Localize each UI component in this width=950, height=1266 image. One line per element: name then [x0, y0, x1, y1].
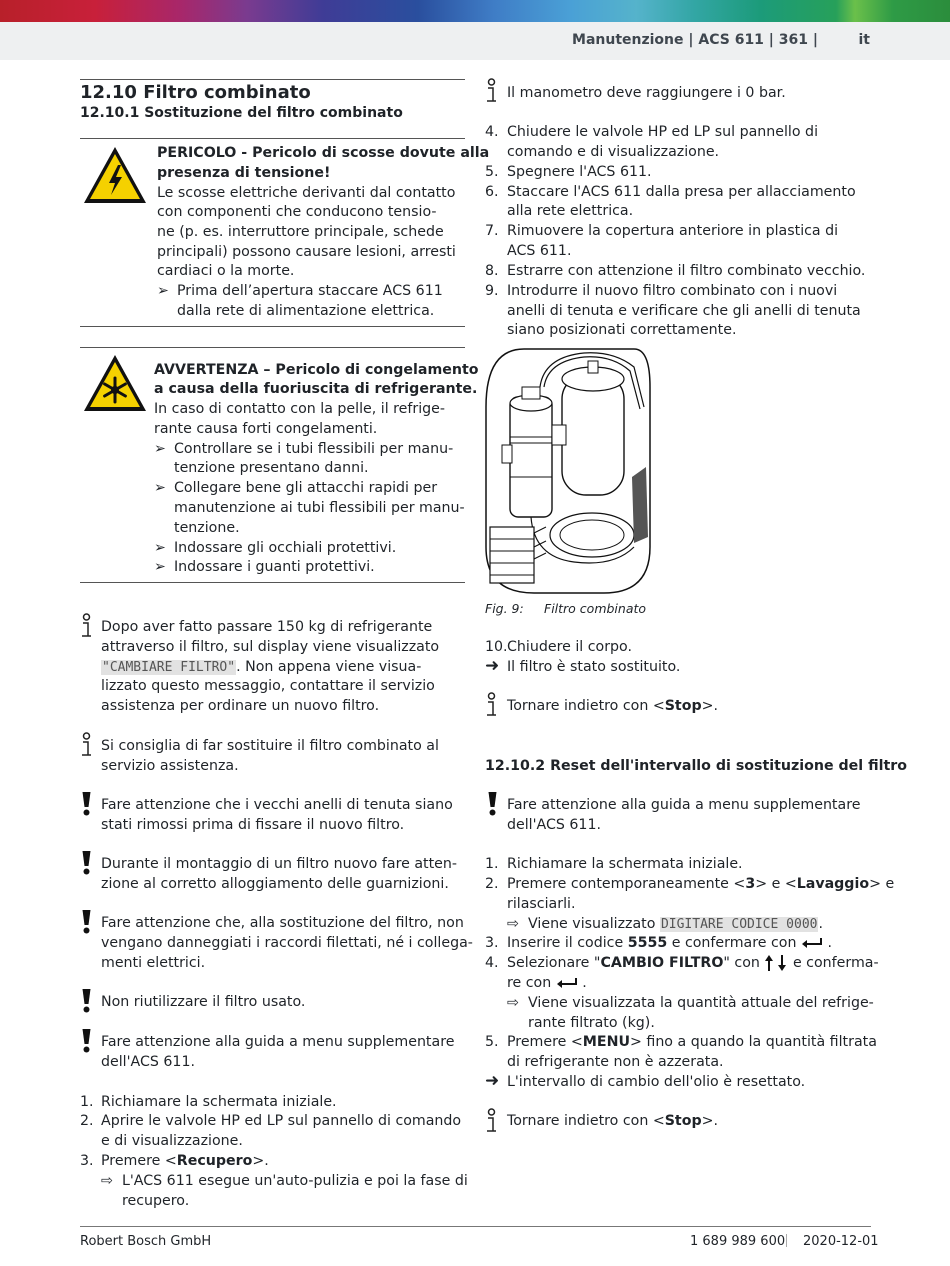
enter-key-icon	[801, 938, 823, 948]
step-6-line-1: Staccare l'ACS 611 dalla presa per allacciamento	[507, 184, 856, 200]
reset-step-5-line-1	[507, 1033, 877, 1053]
warning-body-2: rante causa forti congelamenti.	[154, 421, 378, 437]
step-number: 2.	[485, 876, 499, 892]
step-10-text: Chiudere il corpo.	[507, 639, 632, 655]
info2-line-2: servizio assistenza.	[101, 758, 239, 774]
exclamation-icon	[81, 910, 92, 934]
note1-line-1: Fare attenzione che i vecchi anelli di tenuta siano	[101, 797, 453, 813]
reset-step-3: Inserire il codice 5555 e confermare con .	[507, 935, 833, 951]
warning-action-3: Indossare gli occhiali protettivi.	[174, 540, 397, 556]
exclamation-icon	[81, 851, 92, 875]
reset-step-4-result-2: rante filtrato (kg).	[528, 1015, 655, 1031]
key-stop: Stop	[664, 1113, 702, 1129]
subsection-heading: 12.10.1 Sostituzione del filtro combinato	[80, 105, 403, 121]
r2-post: > e	[869, 876, 895, 892]
display-code-message: DIGITARE CODICE 0000	[660, 917, 818, 932]
info-icon	[485, 78, 498, 104]
step-number: 7.	[485, 223, 499, 239]
page-header	[0, 22, 950, 60]
warning-title-1: AVVERTENZA – Pericolo di congelamento	[154, 362, 479, 378]
figure-label: Fig. 9:	[485, 601, 524, 616]
reset-step-4-result-1: Viene visualizzata la quantità attuale del refrige-	[528, 995, 874, 1011]
frost-hazard-icon	[82, 353, 148, 413]
step-8-text: Estrarre con attenzione il filtro combinato vecchio.	[507, 263, 866, 279]
bullet-arrow-icon: ➢	[154, 559, 166, 575]
danger-body-4: principali) possono causare lesioni, arresti	[157, 244, 456, 260]
code-5555: 5555	[627, 935, 668, 951]
step-number: 8.	[485, 263, 499, 279]
key-lavaggio: Lavaggio	[796, 876, 870, 892]
header-title: Manutenzione | ACS 611 | 361 |	[572, 32, 818, 48]
enter-key-icon	[556, 978, 578, 988]
footer-divider	[786, 1234, 787, 1247]
r2-mid: > e <	[755, 876, 797, 892]
bullet-arrow-icon: ➢	[154, 480, 166, 496]
danger-title-1: PERICOLO - Pericolo di scosse dovute alla	[157, 145, 490, 161]
back2-pre: Tornare indietro con <	[507, 1113, 665, 1129]
note3-line-2: vengano danneggiati i raccordi filettati, né i collega-	[101, 935, 473, 951]
step-2-line-1: Aprire le valvole HP ed LP sul pannello di comando	[101, 1113, 462, 1129]
note-right-line-1: Fare attenzione alla guida a menu supplementare	[507, 797, 861, 813]
note3-line-3: menti elettrici.	[101, 955, 206, 971]
warning-action-2a: Collegare bene gli attacchi rapidi per	[174, 480, 438, 496]
step-5-text: Spegnere l'ACS 611.	[507, 164, 652, 180]
r5-post: > fino a quando la quantità filtrata	[629, 1034, 877, 1050]
r4-pre: Selezionare "	[507, 955, 601, 971]
subsection-heading-2: 12.10.2 Reset dell'intervallo di sostituzione del filtro	[485, 758, 907, 774]
step-3-result-1: L'ACS 611 esegue un'auto-pulizia e poi la fase di	[122, 1173, 468, 1189]
danger-top-rule	[80, 138, 465, 139]
reset-step-2-line-2: rilasciarli.	[507, 896, 576, 912]
footer-company: Robert Bosch GmbH	[80, 1234, 212, 1249]
footer-rule	[80, 1226, 871, 1227]
filter-drawing	[484, 347, 654, 595]
exclamation-icon	[81, 989, 92, 1013]
step-number: 1.	[485, 856, 499, 872]
section-rule	[80, 79, 465, 80]
result-interval-reset: L'intervallo di cambio dell'olio è resettato.	[507, 1074, 806, 1090]
step-4-line-1: Chiudere le valvole HP ed LP sul pannello di	[507, 124, 819, 140]
r3-pre: Inserire il codice	[507, 935, 628, 951]
danger-action-2: dalla rete di alimentazione elettrica.	[177, 303, 435, 319]
danger-body-5: cardiaci o la morte.	[157, 263, 295, 279]
step-number: 5.	[485, 1034, 499, 1050]
warning-top-rule	[80, 347, 465, 348]
info1-line-2: attraverso il filtro, sul display viene visualizzato	[101, 639, 440, 655]
danger-title-2: presenza di tensione!	[157, 165, 331, 181]
info1-line-5: assistenza per ordinare un nuovo filtro.	[101, 698, 380, 714]
footer-date: 2020-12-01	[803, 1234, 879, 1249]
step-number: 1.	[80, 1094, 94, 1110]
note1-line-2: stati rimossi prima di fissare il nuovo filtro.	[101, 817, 405, 833]
reset-step-5-line-2: di refrigerante non è azzerata.	[507, 1054, 724, 1070]
info1-line-1: Dopo aver fatto passare 150 kg di refrigerante	[101, 619, 433, 635]
section-heading: 12.10 Filtro combinato	[80, 82, 311, 103]
reset-step-4-line-2: re con .	[507, 975, 587, 991]
note2-line-1: Durante il montaggio di un filtro nuovo fare atten-	[101, 856, 457, 872]
note5-line-1: Fare attenzione alla guida a menu supplementare	[101, 1034, 455, 1050]
note2-line-2: zione al corretto alloggiamento delle guarnizioni.	[101, 876, 449, 892]
info-icon	[80, 613, 93, 639]
exclamation-icon	[487, 792, 498, 816]
key-menu: MENU	[582, 1034, 630, 1050]
step-9-line-1: Introdurre il nuovo filtro combinato con i nuovi	[507, 283, 838, 299]
result-filter-replaced: Il filtro è stato sostituito.	[507, 659, 681, 675]
key-stop: Stop	[664, 698, 702, 714]
back-stop-1	[507, 697, 718, 717]
step-number: 10.	[485, 639, 508, 655]
step-4-line-2: comando e di visualizzazione.	[507, 144, 720, 160]
danger-action-1: Prima dell’apertura staccare ACS 611	[177, 283, 443, 299]
reset-step-2-result	[528, 915, 823, 935]
step-number: 2.	[80, 1113, 94, 1129]
brand-color-bar	[0, 0, 950, 22]
r4-mid: " con	[723, 955, 760, 971]
warning-bottom-rule	[80, 582, 465, 583]
result-arrow-icon: ⇨	[101, 1173, 113, 1189]
danger-body-1: Le scosse elettriche derivanti dal contatto	[157, 185, 456, 201]
bullet-arrow-icon: ➢	[157, 283, 169, 299]
step-9-line-2: anelli di tenuta e verificare che gli anelli di tenuta	[507, 303, 861, 319]
danger-body-3: ne (p. es. interruttore principale, schede	[157, 224, 444, 240]
danger-bottom-rule	[80, 326, 465, 327]
step-3-pre: Premere <	[101, 1153, 177, 1169]
display-message: "CAMBIARE FILTRO"	[102, 660, 236, 675]
r5-pre: Premere <	[507, 1034, 583, 1050]
warning-action-2c: tenzione.	[174, 520, 240, 536]
reset-step-1: Richiamare la schermata iniziale.	[507, 856, 743, 872]
footer-doc-number: 1 689 989 600	[690, 1234, 786, 1249]
note-right-line-2: dell'ACS 611.	[507, 817, 601, 833]
r4-l2: re con	[507, 975, 552, 991]
key-3: 3	[745, 876, 756, 892]
danger-body-2: con componenti che conducono tensio-	[157, 204, 437, 220]
step-7-line-1: Rimuovere la copertura anteriore in plastica di	[507, 223, 839, 239]
note3-line-1: Fare attenzione che, alla sostituzione del filtro, non	[101, 915, 464, 931]
step-number: 9.	[485, 283, 499, 299]
back1-post: >.	[701, 698, 719, 714]
info-icon	[80, 732, 93, 758]
info-icon	[485, 1108, 498, 1134]
result-arrow-icon: ➜	[485, 1071, 500, 1091]
info2-line-1: Si consiglia di far sostituire il filtro combinato al	[101, 738, 439, 754]
step-number: 6.	[485, 184, 499, 200]
info1-line-4: lizzato questo messaggio, contattare il servizio	[101, 678, 435, 694]
note5-line-2: dell'ACS 611.	[101, 1054, 195, 1070]
exclamation-icon	[81, 1029, 92, 1053]
step-number: 4.	[485, 955, 499, 971]
info1-line-3	[101, 658, 421, 678]
info1-line-3-rest: . Non appena viene visua-	[236, 659, 422, 675]
step-number: 3.	[485, 935, 499, 951]
r3-post: e confermare con	[667, 935, 797, 951]
warning-title-2: a causa della fuoriuscita di refrigerante.	[154, 381, 478, 397]
up-down-arrows-icon	[764, 955, 788, 971]
warning-action-1a: Controllare se i tubi flessibili per manu-	[174, 441, 454, 457]
result-arrow-icon: ➜	[485, 656, 500, 676]
key-recupero: Recupero	[176, 1153, 253, 1169]
header-language: it	[858, 32, 870, 48]
r2res-post: .	[818, 916, 823, 932]
step-number: 5.	[485, 164, 499, 180]
step-number: 4.	[485, 124, 499, 140]
r4-post: e conferma-	[792, 955, 879, 971]
exclamation-icon	[81, 792, 92, 816]
step-3-text	[101, 1152, 269, 1172]
back-stop-2	[507, 1112, 718, 1132]
electric-hazard-icon	[82, 145, 148, 205]
step-3-post: >.	[252, 1153, 269, 1169]
note4-line-1: Non riutilizzare il filtro usato.	[101, 994, 306, 1010]
bullet-arrow-icon: ➢	[154, 540, 166, 556]
result-arrow-icon: ⇨	[507, 995, 519, 1011]
step-7-line-2: ACS 611.	[507, 243, 572, 259]
r2res-pre: Viene visualizzato	[528, 916, 660, 932]
info-manometer: Il manometro deve raggiungere i 0 bar.	[507, 85, 786, 101]
info-icon	[485, 692, 498, 718]
menu-cambio-filtro: CAMBIO FILTRO	[600, 955, 724, 971]
back1-pre: Tornare indietro con <	[507, 698, 665, 714]
warning-action-1b: tenzione presentano danni.	[174, 460, 369, 476]
warning-action-2b: manutenzione ai tubi flessibili per manu-	[174, 500, 465, 516]
bullet-arrow-icon: ➢	[154, 441, 166, 457]
step-3-result-2: recupero.	[122, 1193, 190, 1209]
result-arrow-icon: ⇨	[507, 916, 519, 932]
warning-body-1: In caso di contatto con la pelle, il refrige-	[154, 401, 446, 417]
warning-action-4: Indossare i guanti protettivi.	[174, 559, 375, 575]
figure-caption: Filtro combinato	[544, 601, 647, 616]
step-number: 3.	[80, 1153, 94, 1169]
step-1-text: Richiamare la schermata iniziale.	[101, 1094, 337, 1110]
step-6-line-2: alla rete elettrica.	[507, 203, 634, 219]
reset-step-2-line-1	[507, 875, 894, 895]
step-9-line-3: siano posizionati correttamente.	[507, 322, 737, 338]
step-2-line-2: e di visualizzazione.	[101, 1133, 243, 1149]
r2-pre: Premere contemporaneamente <	[507, 876, 746, 892]
back2-post: >.	[701, 1113, 719, 1129]
reset-step-4-line-1	[507, 954, 879, 974]
